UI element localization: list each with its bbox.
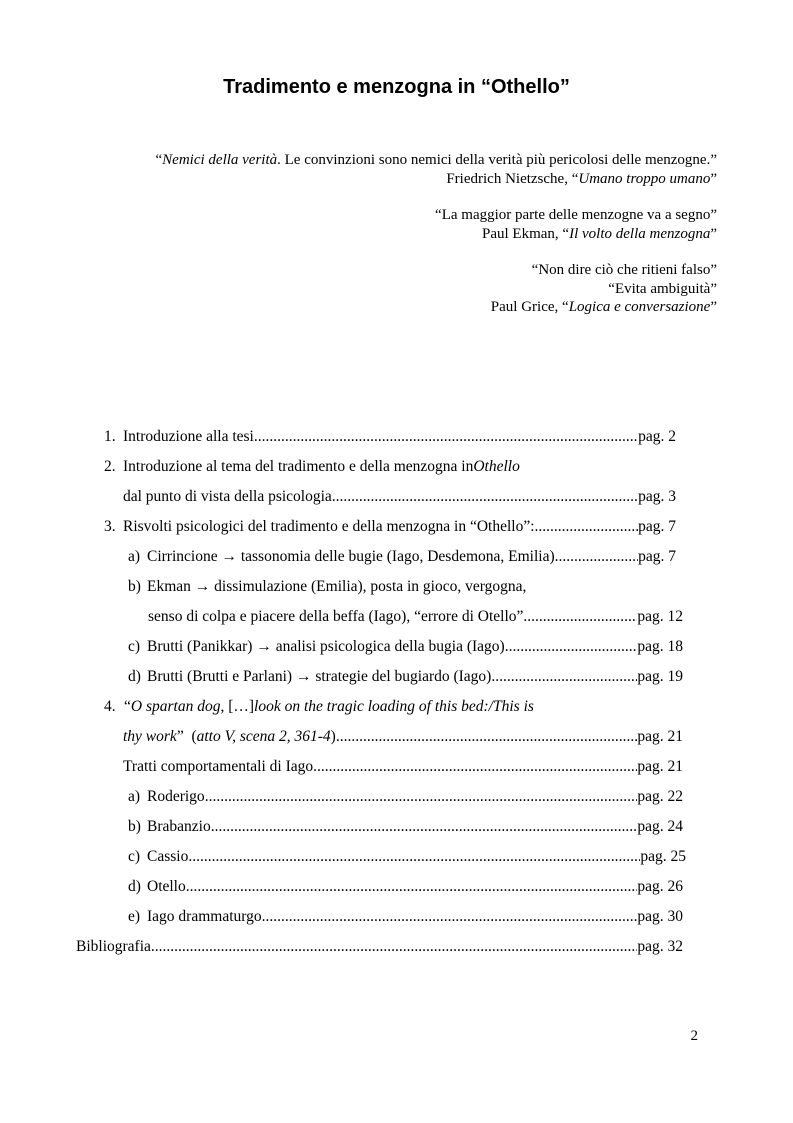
toc-page: pag. 3 xyxy=(638,488,676,505)
quote-text: “Non dire ciò che ritieni falso” xyxy=(531,262,717,278)
toc-text: ) xyxy=(330,728,336,745)
toc-italic: atto V, scena 2, 361-4 xyxy=(196,728,331,745)
toc-item-4c xyxy=(128,845,686,869)
quote-line xyxy=(156,151,718,170)
quote-line xyxy=(156,206,718,225)
quote-italic: Logica e conversazione xyxy=(568,299,711,315)
toc-letter: c) xyxy=(128,848,141,865)
toc-text: Introduzione al tema del tradimento e della menzogna in xyxy=(123,458,474,475)
toc-leader xyxy=(186,875,638,899)
toc-page: pag. 2 xyxy=(638,428,676,445)
toc-text: Otello xyxy=(147,878,186,895)
toc-page: pag. 26 xyxy=(637,878,683,895)
toc-page: pag. 19 xyxy=(637,668,683,685)
toc-item-4-traits xyxy=(123,755,683,779)
toc-italic: Othello xyxy=(473,458,520,475)
toc-item-3 xyxy=(104,515,676,539)
toc-number: 4. xyxy=(104,698,116,715)
toc-letter: d) xyxy=(128,878,141,895)
toc-leader xyxy=(254,425,638,449)
toc-leader xyxy=(313,755,637,779)
toc-item-2 xyxy=(104,455,676,479)
toc-text: dal punto di vista della psicologia xyxy=(123,488,332,505)
quote-text: . Le convinzioni sono nemici della verità più pericolosi delle menzogne.” xyxy=(277,152,717,168)
toc-leader xyxy=(211,815,638,839)
toc-letter: b) xyxy=(128,578,141,595)
toc-page: pag. 25 xyxy=(640,848,686,865)
epigraph-ekman xyxy=(156,206,718,243)
toc-leader xyxy=(262,905,638,929)
toc-text: Ekman → dissimulazione (Emilia), posta in gioco, vergogna, xyxy=(147,578,527,595)
toc-number: 3. xyxy=(104,518,116,535)
toc-letter: c) xyxy=(128,638,141,655)
toc-page: pag. 24 xyxy=(637,818,683,835)
toc-leader xyxy=(151,935,637,959)
toc-page: pag. 12 xyxy=(637,608,683,625)
toc-text: Risvolti psicologici del tradimento e della menzogna in “Othello”: xyxy=(123,518,535,535)
toc-text: Introduzione alla tesi xyxy=(123,428,254,445)
quote-attribution xyxy=(156,298,718,317)
toc-item-4e xyxy=(128,905,683,929)
toc-text: Brabanzio xyxy=(147,818,211,835)
quote-text: Paul Ekman, “ xyxy=(482,225,570,242)
toc-leader xyxy=(188,845,640,869)
quote-attribution xyxy=(156,225,718,244)
toc-text: Cassio xyxy=(147,848,189,865)
toc-item-4d xyxy=(128,875,683,899)
toc-page: pag. 7 xyxy=(638,548,676,565)
toc-text: Cirrincione → tassonomia delle bugie (Iago, Desdemona, Emilia) xyxy=(147,548,555,565)
quote-text: “ xyxy=(155,152,163,168)
toc-letter: b) xyxy=(128,818,141,835)
quote-text: “La maggior parte delle menzogne va a segno” xyxy=(435,207,717,223)
toc-text: senso di colpa e piacere della beffa (Iago), “errore di Otello” xyxy=(148,608,524,625)
quote-text: Paul Grice, “ xyxy=(490,299,569,315)
toc-text: Tratti comportamentali di Iago xyxy=(123,758,314,775)
toc-page: pag. 32 xyxy=(637,938,683,955)
toc-page: pag. 7 xyxy=(638,518,676,535)
toc-text: ” ( xyxy=(176,728,197,745)
page-number: 2 xyxy=(690,1028,698,1044)
quote-italic: Il volto della menzogna xyxy=(569,225,711,242)
toc-text: , […] xyxy=(220,698,255,715)
quote-text: ” xyxy=(710,170,717,187)
toc-item-4a xyxy=(128,785,683,809)
toc-leader xyxy=(555,545,638,569)
quote-italic: Nemici della verità xyxy=(162,152,278,168)
toc-number: 2. xyxy=(104,458,116,475)
toc-letter: e) xyxy=(128,908,141,925)
toc-item-4b xyxy=(128,815,683,839)
toc-page: pag. 21 xyxy=(637,728,683,745)
quote-italic: Umano troppo umano xyxy=(578,170,711,187)
toc-leader xyxy=(332,485,638,509)
toc-item-4 xyxy=(104,695,676,719)
toc-letter: a) xyxy=(128,788,141,805)
toc-text: Iago drammaturgo xyxy=(147,908,262,925)
quote-text: “Evita ambiguità” xyxy=(608,280,717,297)
toc-leader xyxy=(505,635,638,659)
toc-item-1 xyxy=(104,425,676,449)
toc-item-3c xyxy=(128,635,683,659)
epigraph-grice xyxy=(156,261,718,317)
toc-italic: thy work xyxy=(123,728,177,745)
quote-text: ” xyxy=(710,225,717,242)
quote-text: Friedrich Nietzsche, “ xyxy=(446,170,579,187)
toc-item-3a xyxy=(128,545,676,569)
toc-text: Brutti (Panikkar) → analisi psicologica della bugia (Iago) xyxy=(147,638,505,655)
toc-number: 1. xyxy=(104,428,116,445)
quote-line xyxy=(156,261,718,280)
toc-leader xyxy=(535,515,639,539)
toc-letter: d) xyxy=(128,668,141,685)
toc-text: “ xyxy=(124,698,131,715)
epigraphs xyxy=(156,151,718,335)
toc-item-bibliografia xyxy=(76,935,683,959)
toc-text: Bibliografia xyxy=(76,938,151,955)
toc-leader xyxy=(523,605,637,629)
toc-page: pag. 30 xyxy=(637,908,683,925)
toc-page: pag. 22 xyxy=(637,788,683,805)
toc-page: pag. 18 xyxy=(637,638,683,655)
quote-line xyxy=(156,280,718,299)
toc-page: pag. 21 xyxy=(637,758,683,775)
toc-item-4-cont xyxy=(123,725,683,749)
epigraph-nietzsche xyxy=(156,151,718,188)
toc-italic: look on the tragic loading of this bed:/This is xyxy=(254,698,534,715)
quote-text: ” xyxy=(710,299,717,315)
toc-item-3b xyxy=(128,575,676,599)
toc-item-3d xyxy=(128,665,683,689)
toc-item-3b-cont xyxy=(148,605,683,629)
toc-text: Roderigo xyxy=(147,788,205,805)
toc-italic: O spartan dog xyxy=(130,698,221,715)
toc-leader xyxy=(491,665,637,689)
toc-leader xyxy=(336,725,638,749)
toc-leader xyxy=(205,785,638,809)
quote-attribution xyxy=(156,170,718,189)
toc-item-2-cont xyxy=(123,485,676,509)
toc-text: Brutti (Brutti e Parlani) → strategie del bugiardo (Iago) xyxy=(147,668,492,685)
document-title: Tradimento e menzogna in “Othello” xyxy=(223,76,570,98)
toc-letter: a) xyxy=(128,548,141,565)
